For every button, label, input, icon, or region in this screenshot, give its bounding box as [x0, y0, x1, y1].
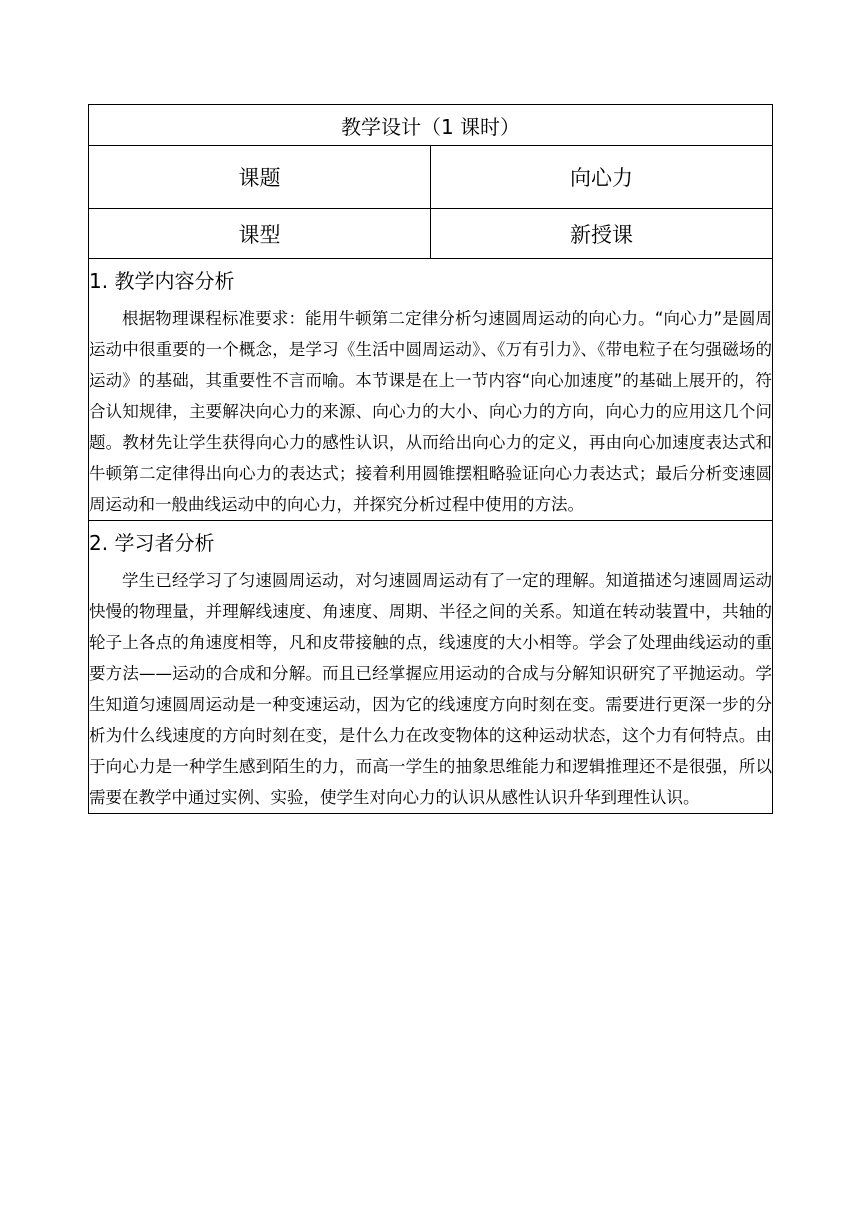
topic-value: 向心力 — [431, 146, 773, 209]
lesson-design-table — [88, 104, 773, 814]
learner-analysis-heading: 2. 学习者分析 — [89, 531, 215, 555]
topic-label: 课题 — [89, 146, 431, 209]
table-title: 教学设计（1 课时） — [89, 105, 773, 146]
content-analysis-row — [89, 259, 773, 521]
lesson-type-value: 新授课 — [431, 209, 773, 259]
content-analysis-heading: 1. 教学内容分析 — [89, 269, 235, 293]
lesson-type-row — [89, 209, 773, 259]
lesson-type-label: 课型 — [89, 209, 431, 259]
topic-row — [89, 146, 773, 209]
learner-analysis-section — [89, 521, 773, 814]
learner-analysis-row — [89, 521, 773, 814]
table-title-row — [89, 105, 773, 146]
learner-analysis-body: 学生已经学习了匀速圆周运动，对匀速圆周运动有了一定的理解。知道描述匀速圆周运动快慢的物理量，并理解线速度、角速度、周期、半径之间的关系。知道在转动装置中，共轴的轮子上各点的角速度相等，凡和皮带接触的点，线速度的大小相等。学会了处理曲线运动的重要方法——运动的合成和分解。而且已经掌握应用运动的合成与分解知识研究了平抛运动。学生知道匀速圆周运动是一种变速运动，因为它的线速度方向时刻在变。需要进行更深一步的分析为什么线速度的方向时刻在变，是什么力在改变物体的这种运动状态，这个力有何特点。由于向心力是一种学生感到陌生的力，而高一学生的抽象思维能力和逻辑推理还不是很强，所以需要在教学中通过实例、实验，使学生对向心力的认识从感性认识升华到理性认识。 — [89, 571, 772, 807]
content-analysis-body: 根据物理课程标准要求：能用牛顿第二定律分析匀速圆周运动的向心力。“向心力”是圆周运动中很重要的一个概念，是学习《生活中圆周运动》、《万有引力》、《带电粒子在匀强磁场的运动》的基础，其重要性不言而喻。本节课是在上一节内容“向心加速度”的基础上展开的，符合认知规律，主要解决向心力的来源、向心力的大小、向心力的方向，向心力的应用这几个问题。教材先让学生获得向心力的感性认识，从而给出向心力的定义，再由向心加速度表达式和牛顿第二定律得出向心力的表达式；接着利用圆锥摆粗略验证向心力表达式；最后分析变速圆周运动和一般曲线运动中的向心力，并探究分析过程中使用的方法。 — [89, 309, 772, 514]
content-analysis-section — [89, 259, 773, 521]
